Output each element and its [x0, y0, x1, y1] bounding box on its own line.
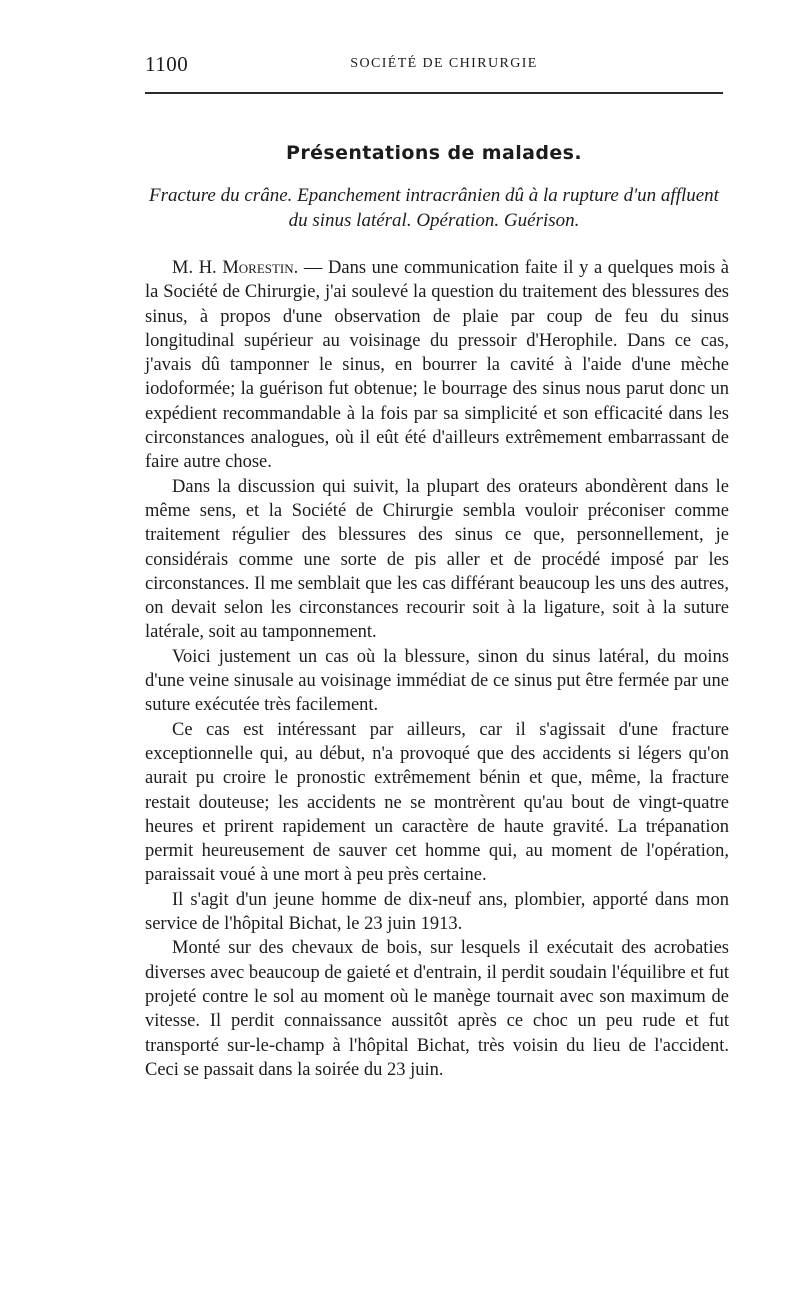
paragraph-5: Il s'agit d'un jeune homme de dix-neuf ans, plombier, apporté dans mon service de l'hôpital Bichat, le 23 juin 1913. [145, 889, 729, 935]
section-title: Présentations de malades. [286, 142, 582, 164]
running-header [145, 52, 723, 80]
paragraph-2: Dans la discussion qui suivit, la plupart des orateurs abondèrent dans le même sens, et la Société de Chirurgie sembla vouloir préconiser comme traitement régulier des blessures des sinus ce que, personnellement, je considérais comme une sorte de pis aller et de procédé imposé par les circonstances. Il me semblait que les cas différant beaucoup les uns des autres, on devait selon les circonstances recourir soit à la ligature, soit à la suture latérale, soit au tamponnement. [145, 476, 729, 643]
paragraph-1-text: . — Dans une communication faite il y a quelques mois à la Société de Chirurgie, j'ai soulevé la question du traitement des blessures des sinus, à propos d'une observation de plaie par coup de feu du sinus longitudinal supérieur au voisinage du pressoir d'Herophile. Dans ce cas, j'avais dû tamponner le sinus, en bourrer la cavité à l'aide d'une mèche iodoformée; la guérison fut obtenue; le bourrage des sinus nous parut donc un expédient recommandable à la fois par sa simplicité et son efficacité dans les circonstances analogues, où il eût été d'ailleurs extrêmement embarrassant de faire autre chose. [145, 258, 730, 473]
journal-title: SOCIÉTÉ DE CHIRURGIE [350, 56, 538, 71]
author-intro: M. H. [172, 258, 223, 278]
paragraph-6: Monté sur des chevaux de bois, sur lesquels il exécutait des acrobaties diverses avec beaucoup de gaieté et d'entrain, il perdit soudain l'équilibre et fut projeté contre le sol au moment où le manège tournait avec son maximum de vitesse. Il perdit connaissance aussitôt après ce choc un peu rude et fut transporté sur-le-champ à l'hôpital Bichat, très voisin du lieu de l'accident. Ceci se passait dans la soirée du 23 juin. [145, 938, 729, 1080]
author-name: Morestin [222, 258, 294, 278]
paragraph-4: Ce cas est intéressant par ailleurs, car il s'agissait d'une fracture exceptionnelle qui, au début, n'a provoqué que des accidents si légers qu'on aurait pu croire le pronostic extrêmement bénin et que, même, la fracture restait douteuse; les accidents ne se montrèrent qu'au bout de vingt-quatre heures et prirent rapidement un caractère de haute gravité. La trépanation permit heureusement de sauver cet homme qui, au moment de l'opération, paraissait voué à une mort à peu près certaine. [145, 719, 729, 886]
page-number: 1100 [145, 52, 189, 76]
paragraph-1 [145, 256, 729, 475]
case-title: Fracture du crâne. Epanchement intracrânien dû à la rupture d'un affluent du sinus latéral. Opération. Guérison. [149, 185, 719, 231]
paragraph-3: Voici justement un cas où la blessure, sinon du sinus latéral, du moins d'une veine sinusale au voisinage immédiat de ce sinus put être fermée par une suture exécutée très facilement. [145, 646, 729, 716]
body-text [145, 256, 729, 1082]
header-rule [145, 92, 723, 94]
